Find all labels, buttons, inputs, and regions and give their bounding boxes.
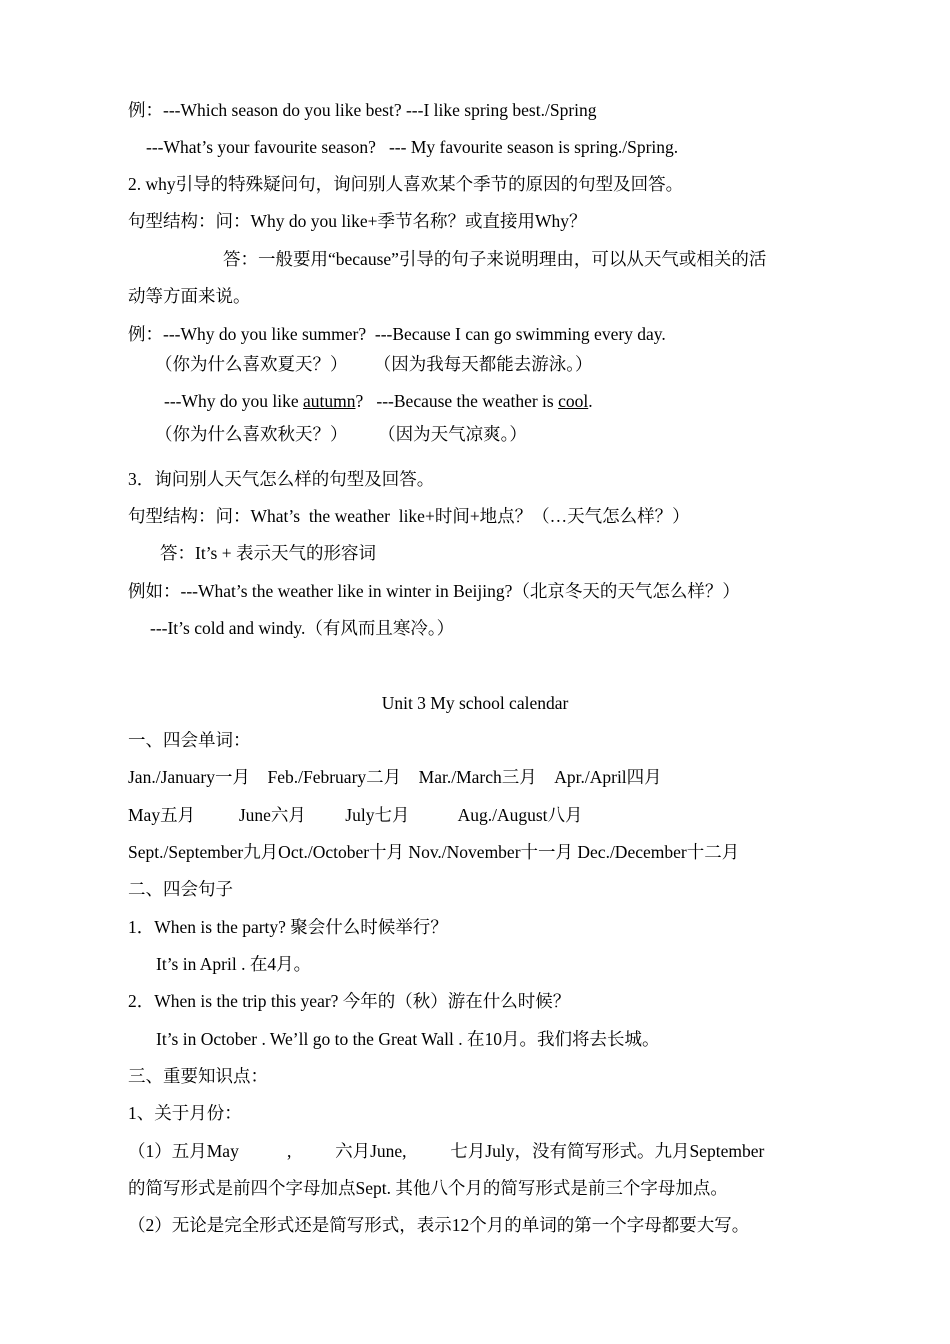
example-2-line-2-end: .	[588, 391, 593, 411]
point-3-structure: 句型结构：问：What’s the weather like+时间+地点？（…天气怎么样？）	[128, 506, 690, 526]
example-1-question: 例：---Which season do you like best? ---I like spring best./Spring	[128, 100, 597, 120]
words-row-1: Jan./January一月 Feb./February二月 Mar./March三月 Apr./April四月	[128, 767, 662, 787]
knowledge-1-title: 1、关于月份：	[128, 1103, 242, 1123]
unit-title: Unit 3 My school calendar	[381, 693, 569, 713]
knowledge-1-paragraph-1-continued: 的简写形式是前四个字母加点Sept. 其他八个月的简写形式是前三个字母加点。	[128, 1178, 728, 1198]
example-2-line-2-mid: ? ---Because the weather is	[355, 391, 559, 411]
sentence-2-answer: It’s in October . We’ll go to the Great Wall . 在10月。我们将去长城。	[156, 1029, 660, 1049]
section-1-title: 一、四会单词：	[128, 730, 251, 750]
example-2-line-2-pre: ---Why do you like	[164, 391, 303, 411]
point-2-title: 2. why引导的特殊疑问句，询问别人喜欢某个季节的原因的句型及回答。	[128, 174, 684, 194]
example-2-line-2	[164, 390, 593, 412]
point-2-answer: 答：一般要用“because”引导的句子来说明理由，可以从天气或相关的活	[223, 249, 767, 269]
words-row-3: Sept./September九月Oct./October十月 Nov./November十一月 Dec./December十二月	[128, 842, 740, 862]
knowledge-1-paragraph-1: （1）五月May , 六月June, 七月July，没有简写形式。九月September	[128, 1141, 765, 1161]
point-3-title: 3．询问别人天气怎么样的句型及回答。	[128, 469, 435, 489]
sentence-2-question: 2．When is the trip this year? 今年的（秋）游在什么时候？	[128, 991, 571, 1011]
underlined-word-autumn: autumn	[303, 391, 356, 411]
point-3-answer: 答：It’s + 表示天气的形容词	[160, 543, 376, 563]
sentence-1-answer: It’s in April . 在4月。	[156, 954, 312, 974]
underlined-word-cool: cool	[558, 391, 589, 411]
example-3-line-2: ---It’s cold and windy.（有风而且寒冷。）	[150, 618, 455, 638]
section-2-title: 二、四会句子	[128, 879, 233, 899]
example-2-line-1: 例：---Why do you like summer? ---Because I can go swimming every day.	[128, 324, 666, 344]
example-3-line-1: 例如：---What’s the weather like in winter in Beijing?（北京冬天的天气怎么样？）	[128, 581, 740, 601]
words-row-2: May五月 June六月 July七月 Aug./August八月	[128, 805, 583, 825]
point-2-answer-continued: 动等方面来说。	[128, 286, 251, 306]
point-2-structure: 句型结构：问：Why do you like+季节名称？或直接用Why？	[128, 211, 587, 231]
example-2-line-2-translation: （你为什么喜欢秋天？） （因为天气凉爽。）	[155, 424, 527, 444]
knowledge-1-paragraph-2: （2）无论是完全形式还是简写形式，表示12个月的单词的第一个字母都要大写。	[128, 1215, 750, 1235]
sentence-1-question: 1．When is the party? 聚会什么时候举行？	[128, 917, 448, 937]
section-3-title: 三、重要知识点：	[128, 1066, 268, 1086]
example-1-question-2: ---What’s your favourite season? --- My favourite season is spring./Spring.	[146, 137, 679, 157]
example-2-line-1-translation: （你为什么喜欢夏天？） （因为我每天都能去游泳。）	[155, 354, 593, 374]
